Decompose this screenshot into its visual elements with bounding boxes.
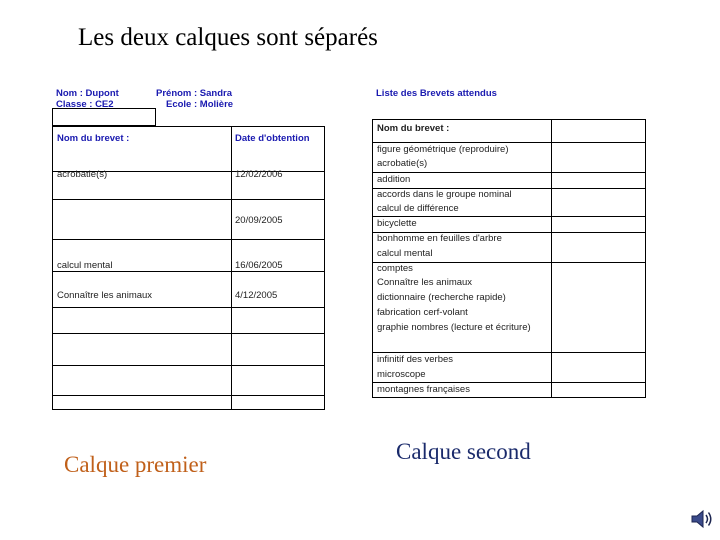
list-item: accords dans le groupe nominal (377, 189, 512, 200)
table-row-date: 12/02/2006 (235, 169, 283, 180)
slide-title: Les deux calques sont séparés (78, 24, 378, 51)
list-item: Connaître les animaux (377, 277, 473, 288)
expected-brevets-table (372, 119, 646, 398)
speaker-icon[interactable] (690, 508, 714, 530)
empty-box (52, 108, 156, 126)
list-item: calcul mental (377, 248, 433, 259)
student-class: Classe : CE2 (56, 99, 114, 110)
table-row-date: 16/06/2005 (235, 260, 283, 271)
list-item: addition (377, 174, 411, 185)
list-item: dictionnaire (recherche rapide) (377, 292, 506, 303)
left-layer (52, 86, 326, 410)
expected-list-title: Liste des Brevets attendus (376, 88, 497, 99)
obtained-brevets-table (52, 126, 325, 410)
col-header-brevet: Nom du brevet : (57, 133, 130, 144)
caption-second-layer: Calque second (396, 439, 531, 464)
list-item: comptes (377, 263, 413, 274)
list-item: infinitif des verbes (377, 354, 454, 365)
right-layer (372, 86, 648, 398)
table-row-brevet: Connaître les animaux (57, 290, 153, 301)
col-header-date: Date d'obtention (235, 133, 310, 144)
list-item: calcul de différence (377, 203, 459, 214)
table-row-date: 4/12/2005 (235, 290, 278, 301)
list-item: graphie nombres (lecture et écriture) (377, 322, 531, 333)
list-item: acrobatie(s) (377, 158, 428, 169)
list-item: fabrication cerf-volant (377, 307, 468, 318)
list-item: figure géométrique (reproduire) (377, 144, 509, 155)
list-item: montagnes françaises (377, 384, 470, 395)
list-item: microscope (377, 369, 426, 380)
table-row-brevet: acrobatie(s) (57, 169, 108, 180)
table-row-brevet: calcul mental (57, 260, 113, 271)
list-item: bonhomme en feuilles d'arbre (377, 233, 502, 244)
student-name: Nom : Dupont (56, 88, 119, 99)
student-firstname: Prénom : Sandra (156, 88, 233, 99)
list-item: bicyclette (377, 218, 417, 229)
caption-first-layer: Calque premier (64, 452, 207, 477)
student-school: Ecole : Molière (166, 99, 234, 110)
col-header-brevet: Nom du brevet : (377, 123, 450, 134)
table-row-date: 20/09/2005 (235, 215, 283, 226)
